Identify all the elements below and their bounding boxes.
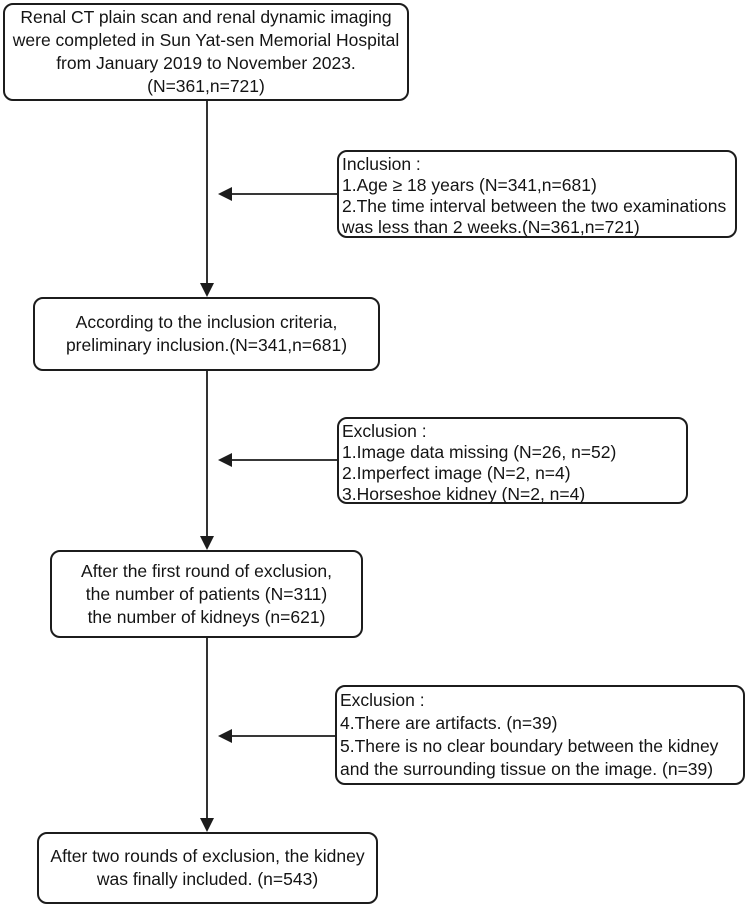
inclusion-box-line-4: was less than 2 weeks.(N=361,n=721)	[342, 217, 640, 237]
final-inclusion-box	[37, 832, 378, 904]
source-box	[3, 3, 409, 101]
preliminary-inclusion-box	[33, 297, 380, 371]
exclusion2-box-line-3: 5.There is no clear boundary between the kidney	[340, 736, 719, 756]
source-box-line-3: from January 2019 to November 2023.	[56, 53, 356, 73]
exclusion1-box-line-3: 2.Imperfect image (N=2, n=4)	[342, 463, 571, 483]
exclusion2-box-line-2: 4.There are artifacts. (n=39)	[340, 713, 558, 733]
inclusion-box-line-3: 2.The time interval between the two examinations	[342, 196, 727, 216]
source-box-line-1: Renal CT plain scan and renal dynamic imaging	[20, 7, 392, 27]
inclusion-box-line-2: 1.Age ≥ 18 years (N=341,n=681)	[342, 175, 597, 195]
preliminary-box-line-1: According to the inclusion criteria,	[75, 312, 338, 332]
exclusion2-box-line-4: and the surrounding tissue on the image. (n=39)	[340, 759, 714, 779]
inclusion-criteria-box	[337, 150, 737, 238]
arrowhead-down-preliminary	[200, 283, 214, 297]
source-box-line-4: (N=361,n=721)	[147, 76, 265, 96]
first-round-box-line-2: the number of patients (N=311)	[85, 583, 328, 604]
first-round-result-box	[50, 550, 363, 638]
second-exclusion-criteria-box	[335, 685, 745, 785]
arrowhead-left-exclusion2	[218, 729, 232, 743]
arrowhead-left-exclusion1	[218, 453, 232, 467]
final-box-line-2: was finally included. (n=543)	[96, 869, 319, 889]
exclusion2-box-line-1: Exclusion :	[340, 690, 425, 710]
source-box-line-2: were completed in Sun Yat-sen Memorial Hospital	[12, 30, 400, 50]
first-round-box-line-3: the number of kidneys (n=621)	[87, 606, 326, 627]
exclusion1-box-line-2: 1.Image data missing (N=26, n=52)	[342, 442, 617, 462]
first-round-box-line-1: After the first round of exclusion,	[81, 560, 332, 581]
final-box-line-1: After two rounds of exclusion, the kidney	[50, 846, 365, 866]
exclusion1-box-line-1: Exclusion :	[342, 421, 427, 441]
exclusion1-box-line-4: 3.Horseshoe kidney (N=2, n=4)	[342, 484, 586, 504]
preliminary-box-line-2: preliminary inclusion.(N=341,n=681)	[65, 335, 348, 355]
first-exclusion-criteria-box	[337, 417, 688, 504]
inclusion-box-line-1: Inclusion :	[342, 154, 421, 174]
arrowhead-down-final	[200, 818, 214, 832]
arrowhead-down-first-round	[200, 536, 214, 550]
arrowhead-left-inclusion	[218, 187, 232, 201]
